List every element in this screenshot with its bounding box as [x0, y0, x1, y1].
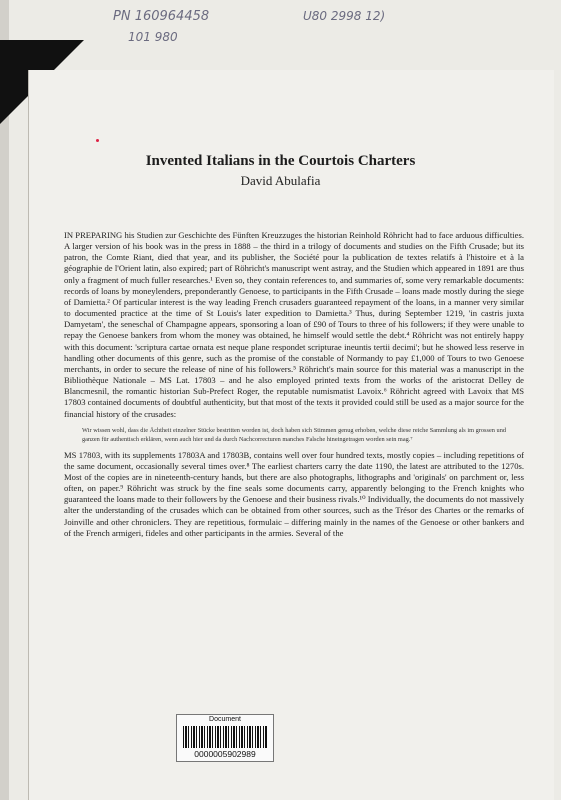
- barcode-number: 0000005902989: [194, 749, 256, 759]
- article-body: [64, 230, 524, 539]
- barcode-label: Document: [209, 716, 241, 723]
- paragraph-2: MS 17803, with its supplements 17803A and 17803B, contains well over four hundred texts, mostly copies – including repetitions of the same document, occasionally several times over.⁸ The earliest charters carry the date 1190, the latest are attributed to the 1270s. Most of the copies are in nineteenth-century hands, but there are also photographs, lithographs and 'originals' on parchment or, less often, on paper.⁹ Röhricht was struck by the fine seals some documents carry, apparently belonging to the French knights who guaranteed the loans made to their followers by the Genoese and their business rivals.¹⁰ Individually, the documents do not massively alter the understanding of the crusades which can be obtained from other sources, such as the Trésor des Chartes or the remarks of Joinville and other chroniclers. They are repetitious, formulaic – differing mainly in the names of the Genoese or other bankers and of the French armigeri, fideles and other participants in the armies. Several of the: [64, 449, 524, 538]
- handwritten-call-number: PN 160964458: [113, 9, 210, 24]
- red-mark: [96, 139, 99, 142]
- block-quote: Wir wissen wohl, dass die Ächtheit einzelner Stücke bestritten worden ist, doch haben sich Stimmen genug erhoben, welche diese reiche Sammlung als im grossen und ganzen für authentisch erklären, wenn auch hier und da durch Nachcorrecturen manches Falsche hineingetragen worden sein mag.⁷: [82, 426, 506, 443]
- handwritten-pencil-number: 101 980: [128, 30, 178, 44]
- article-author: David Abulafia: [240, 173, 321, 188]
- barcode-bars: [183, 726, 267, 748]
- handwritten-catalog-number: U80 2998 12): [303, 9, 386, 23]
- barcode-sticker: [176, 714, 274, 762]
- paragraph-1: IN PREPARING his Studien zur Geschichte des Fünften Kreuzzuges the historian Reinhold Röhricht had to face arduous difficulties. A larger version of his book was in the press in 1888 – the third in a trilogy of documents and studies on the Fifth Crusade; but its patron, the Comte Riant, died that year, and its publisher, the Société pour la publication de textes relatifs à l'histoire et à la géographie de l'Orient latin, also expired; part of Röhricht's manuscript went astray, and the Studien which appeared in 1891 are thus only a fragment of much fuller researches.¹ Even so, they contain references to, and summaries of, some very remarkable documents: records of loans by moneylenders, preponderantly Genoese, to participants in the Fifth Crusade – loans made mostly during the siege of Damietta.² Of particular interest is the way leading French crusaders guaranteed repayment of the loans, in a manner very similar to documented practice at the time of St Louis's later expedition to Damietta.³ Thus, during September 1219, 'in castris juxta Damyetam', the seneschal of Champagne appears, sponsoring a loan of £90 of Tours to three of his followers; if they were unable to repay the Genoese bankers from whom the money was obtained, he himself would settle the debt.⁴ Röhricht was not entirely happy with this document: 'scriptura cartae ornata est neque plane respondet scripturae ineuntis tertii decimi'; but he showed less reserve in handling other documents of this genre, such as the promise of the constable of Normandy to pay £1,000 of Tours to two Genoese merchants, in order to secure the release of nine of his followers.⁵ Röhricht's main source for this material was a manuscript in the Bibliothèque Nationale – MS Lat. 17803 – and he also employed printed texts from the works of the aristocrat Delley de Blancmesnil, the romantic historian Sub-Prefect Roger, the reputable numismatist Lavoix.⁶ Röhricht agreed with Lavoix that MS 17803 contained documents of doubtful authenticity, but that most of the texts it provided could still be used as a major source for the financial history of the crusades:: [64, 230, 524, 419]
- article-title: Invented Italians in the Courtois Charters: [145, 153, 416, 169]
